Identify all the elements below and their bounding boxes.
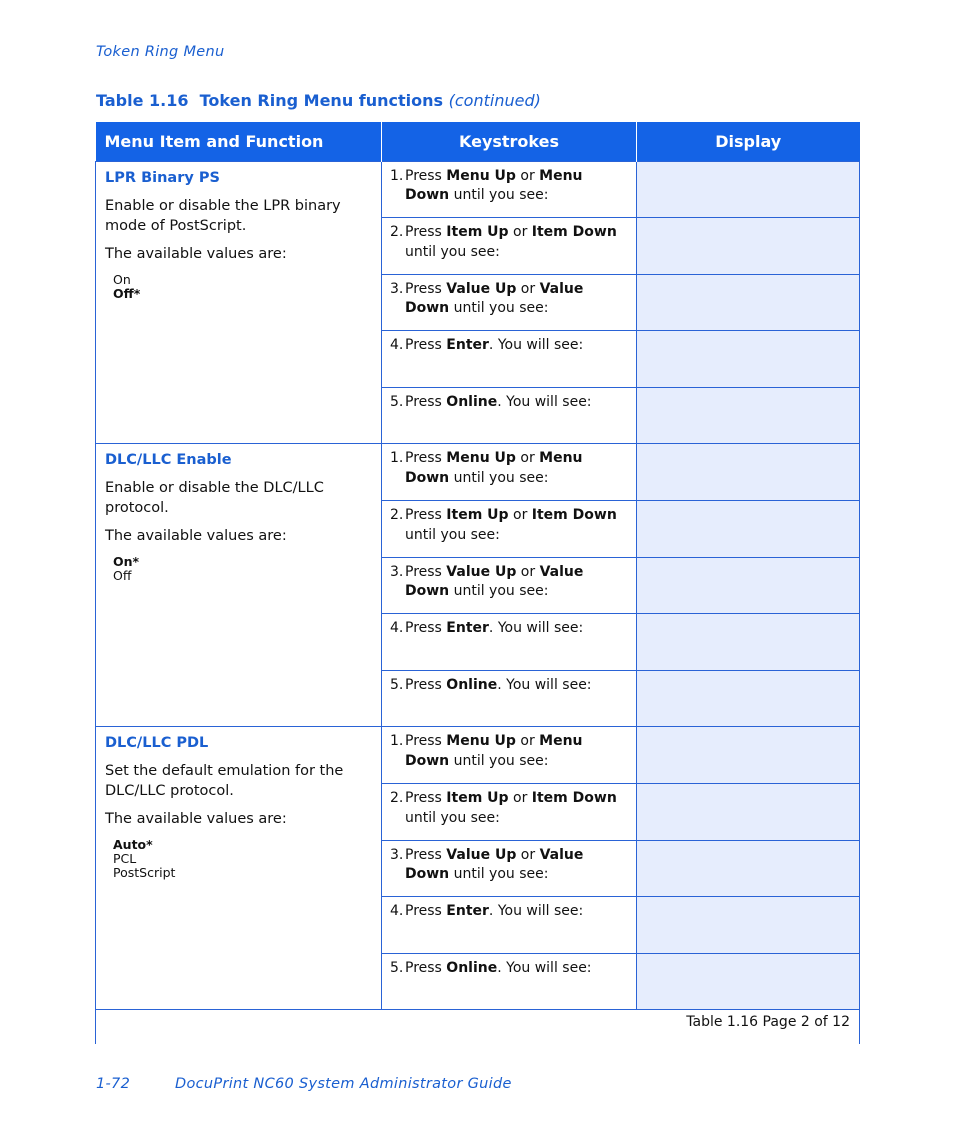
display-cell	[637, 161, 860, 218]
step-key-name: Online	[446, 959, 498, 976]
step-text	[405, 789, 628, 828]
step-text-connector: or	[508, 507, 532, 524]
step-key-name: Value Up	[446, 563, 517, 580]
display-cell	[637, 897, 860, 954]
table-row	[96, 727, 860, 784]
keystroke-cell	[382, 444, 637, 501]
menu-item-title: DLC/LLC Enable	[105, 452, 232, 469]
step-number: 2.	[390, 507, 404, 524]
step-key-name: Enter	[446, 620, 489, 637]
step-text-suffix: until you see:	[449, 583, 549, 600]
step-text	[405, 280, 628, 319]
keystroke-step	[390, 959, 628, 979]
step-text-connector: or	[508, 790, 532, 807]
step-text-suffix: . You will see:	[497, 676, 592, 693]
available-values-label: The available values are:	[105, 528, 287, 545]
step-key-name: Enter	[446, 903, 489, 920]
step-text	[405, 393, 628, 413]
keystroke-step	[390, 619, 628, 639]
value-list	[105, 555, 372, 583]
step-text-prefix: Press	[405, 959, 447, 976]
step-number: 3.	[390, 846, 404, 863]
value-list	[105, 838, 372, 880]
value-list	[105, 273, 372, 301]
keystroke-cell	[382, 161, 637, 218]
step-text-connector: or	[516, 280, 540, 297]
step-number: 2.	[390, 224, 404, 241]
step-text-suffix: . You will see:	[497, 959, 592, 976]
table-caption	[96, 91, 541, 110]
step-text-prefix: Press	[405, 337, 447, 354]
display-cell	[637, 727, 860, 784]
value-option-default: On*	[113, 554, 140, 570]
step-number: 2.	[390, 790, 404, 807]
keystroke-step	[390, 563, 628, 602]
step-key-name: Item Down	[531, 224, 617, 241]
step-text-prefix: Press	[405, 846, 447, 863]
step-number: 1.	[390, 167, 404, 184]
keystroke-step	[390, 336, 628, 356]
step-text-prefix: Press	[405, 393, 447, 410]
step-text-prefix: Press	[405, 507, 447, 524]
menu-item-description: Set the default emulation for the DLC/LLC protocol.	[105, 763, 344, 800]
menu-item-title: LPR Binary PS	[105, 169, 220, 186]
value-option: PCL	[113, 851, 137, 867]
step-key-name: Online	[446, 676, 498, 693]
step-number: 4.	[390, 620, 404, 637]
display-cell	[637, 501, 860, 558]
step-text-suffix: . You will see:	[488, 903, 584, 920]
step-text-prefix: Press	[405, 167, 447, 184]
table-row	[96, 444, 860, 501]
step-text-prefix: Press	[405, 450, 447, 467]
step-number: 4.	[390, 903, 404, 920]
step-number: 5.	[390, 393, 404, 410]
keystroke-step	[390, 393, 628, 413]
keystroke-step	[390, 449, 628, 488]
display-cell	[637, 784, 860, 841]
value-option-default: Auto*	[113, 837, 153, 853]
step-text	[405, 619, 628, 639]
step-text-suffix: until you see:	[449, 752, 549, 769]
keystroke-cell	[382, 784, 637, 841]
keystroke-step	[390, 506, 628, 545]
available-values-label: The available values are:	[105, 811, 287, 828]
step-text-prefix: Press	[405, 280, 447, 297]
step-key-name: Item Up	[446, 790, 509, 807]
display-cell	[637, 274, 860, 331]
keystroke-cell	[382, 670, 637, 727]
step-text-connector: or	[516, 563, 540, 580]
step-key-name: Menu Up	[446, 167, 516, 184]
step-text	[405, 563, 628, 602]
display-cell	[637, 218, 860, 275]
step-text-suffix: until you see:	[405, 809, 500, 826]
step-key-name: Value Down	[405, 280, 584, 317]
step-text	[405, 676, 628, 696]
display-cell	[637, 614, 860, 671]
table-header-row	[96, 122, 860, 161]
step-text-suffix: until you see:	[449, 866, 549, 883]
step-key-name: Value Down	[405, 846, 584, 883]
step-text-suffix: until you see:	[449, 469, 549, 486]
menu-item-title: DLC/LLC PDL	[105, 735, 209, 752]
keystroke-cell	[382, 331, 637, 388]
step-text-suffix: until you see:	[405, 243, 500, 260]
table-page-indicator: Table 1.16 Page 2 of 12	[96, 1010, 860, 1044]
keystroke-step	[390, 789, 628, 828]
step-key-name: Menu Down	[405, 733, 583, 769]
value-option: Off	[113, 568, 132, 584]
table-footer-row	[96, 1010, 860, 1044]
keystroke-step	[390, 280, 628, 319]
page-number: 1-72	[96, 1076, 131, 1092]
keystroke-cell	[382, 218, 637, 275]
value-option-default: Off*	[113, 285, 141, 301]
display-cell	[637, 557, 860, 614]
step-key-name: Item Down	[531, 790, 617, 807]
menu-item-description: Enable or disable the LPR binary mode of PostScript.	[105, 197, 341, 234]
step-text-suffix: until you see:	[405, 526, 500, 543]
display-cell	[637, 387, 860, 444]
available-values-label: The available values are:	[105, 245, 287, 262]
keystroke-step	[390, 223, 628, 262]
keystroke-cell	[382, 274, 637, 331]
step-key-name: Value Up	[446, 280, 517, 297]
token-ring-menu-table	[95, 122, 860, 1044]
keystroke-cell	[382, 614, 637, 671]
menu-item-cell	[96, 161, 382, 444]
step-key-name: Item Up	[446, 507, 509, 524]
step-key-name: Item Up	[446, 224, 509, 241]
step-text-connector: or	[508, 224, 532, 241]
step-text-suffix: . You will see:	[488, 337, 584, 354]
table-row	[96, 161, 860, 218]
keystroke-cell	[382, 501, 637, 558]
step-number: 5.	[390, 959, 404, 976]
table-caption-continued: (continued)	[448, 91, 541, 110]
step-text	[405, 336, 628, 356]
step-key-name: Item Down	[531, 507, 617, 524]
step-text	[405, 732, 628, 771]
running-head: Token Ring Menu	[96, 44, 225, 60]
step-text-connector: or	[515, 733, 540, 750]
step-text	[405, 167, 628, 206]
keystroke-step	[390, 676, 628, 696]
step-text	[405, 902, 628, 922]
step-text-prefix: Press	[405, 790, 447, 807]
step-key-name: Menu Down	[405, 450, 583, 486]
step-text-prefix: Press	[405, 563, 447, 580]
display-cell	[637, 444, 860, 501]
step-text-suffix: until you see:	[449, 300, 549, 317]
value-option: On	[113, 271, 131, 287]
step-number: 3.	[390, 563, 404, 580]
keystroke-cell	[382, 557, 637, 614]
display-cell	[637, 670, 860, 727]
step-text	[405, 449, 628, 488]
display-cell	[637, 840, 860, 897]
step-text	[405, 846, 628, 885]
guide-title: DocuPrint NC60 System Administrator Guide	[175, 1076, 512, 1092]
step-text-connector: or	[515, 450, 540, 467]
step-key-name: Value Up	[446, 846, 517, 863]
keystroke-step	[390, 732, 628, 771]
table-caption-title: Token Ring Menu functions	[199, 91, 444, 110]
menu-item-cell	[96, 444, 382, 727]
step-text-connector: or	[516, 846, 540, 863]
step-number: 1.	[390, 450, 404, 467]
step-key-name: Menu Up	[446, 733, 516, 750]
step-text-prefix: Press	[405, 620, 447, 637]
menu-item-description: Enable or disable the DLC/LLC protocol.	[105, 480, 324, 517]
step-text-prefix: Press	[405, 733, 447, 750]
step-text-suffix: . You will see:	[497, 393, 592, 410]
keystroke-cell	[382, 897, 637, 954]
display-cell	[637, 331, 860, 388]
keystroke-step	[390, 167, 628, 206]
value-option: PostScript	[113, 865, 176, 881]
step-key-name: Menu Up	[446, 450, 516, 467]
step-number: 1.	[390, 733, 404, 750]
step-number: 3.	[390, 280, 404, 297]
step-key-name: Menu Down	[405, 167, 583, 203]
step-text	[405, 506, 628, 545]
column-header-menu-item: Menu Item and Function	[96, 122, 382, 161]
step-text-prefix: Press	[405, 676, 447, 693]
step-text	[405, 223, 628, 262]
table-body	[96, 161, 860, 1044]
step-text-suffix: until you see:	[449, 187, 549, 203]
keystroke-step	[390, 846, 628, 885]
step-text-prefix: Press	[405, 903, 447, 920]
step-key-name: Enter	[446, 337, 489, 354]
menu-item-cell	[96, 727, 382, 1010]
display-cell	[637, 953, 860, 1010]
keystroke-cell	[382, 387, 637, 444]
step-number: 4.	[390, 337, 404, 354]
column-header-display: Display	[637, 122, 860, 161]
keystroke-cell	[382, 953, 637, 1010]
keystroke-cell	[382, 727, 637, 784]
step-text-connector: or	[515, 167, 540, 184]
table-caption-label: Table 1.16	[96, 91, 189, 110]
step-text-suffix: . You will see:	[488, 620, 584, 637]
keystroke-step	[390, 902, 628, 922]
step-number: 5.	[390, 676, 404, 693]
keystroke-cell	[382, 840, 637, 897]
step-text	[405, 959, 628, 979]
step-text-prefix: Press	[405, 224, 447, 241]
column-header-keystrokes: Keystrokes	[382, 122, 637, 161]
step-key-name: Value Down	[405, 563, 584, 600]
step-key-name: Online	[446, 393, 498, 410]
